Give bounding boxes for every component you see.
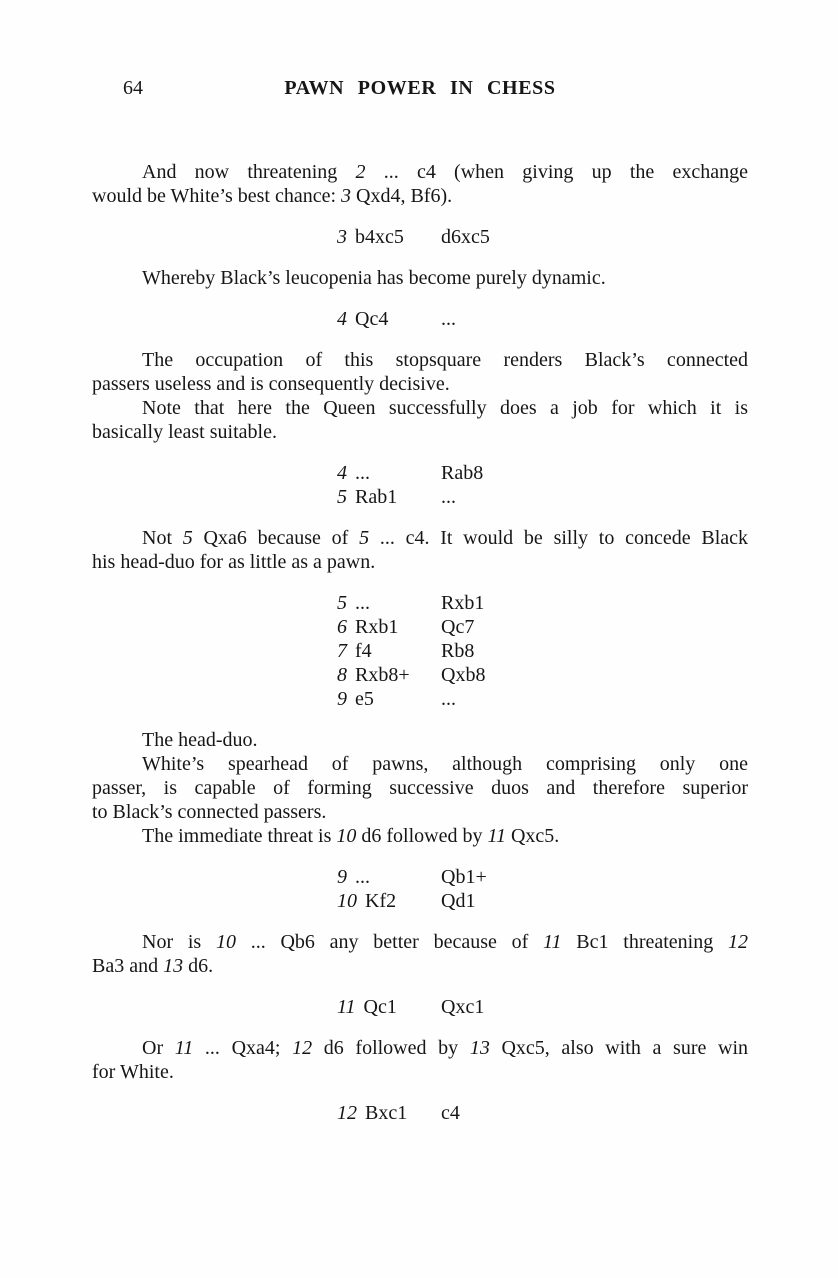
text-run: Qxa6 because of (192, 527, 360, 549)
move-number: 5 (337, 592, 347, 614)
white-move-cell (337, 889, 441, 913)
paragraph-line (92, 1036, 748, 1060)
white-move-cell (337, 225, 441, 249)
move-number: 3 (337, 226, 347, 248)
text-run: The occupation of this stopsquare renders Black’s connected (142, 349, 748, 371)
white-move-cell (337, 485, 441, 509)
move-row (337, 687, 748, 711)
paragraph-line (92, 526, 748, 550)
paragraph-line (92, 420, 748, 444)
white-move: ... (355, 866, 370, 888)
text-run: Or (142, 1037, 175, 1059)
move-number: 5 (337, 486, 347, 508)
text-run: ... Qxa4; (193, 1037, 293, 1059)
text-run: d6. (183, 955, 214, 977)
white-move-cell (337, 865, 441, 889)
white-move-cell (337, 461, 441, 485)
inline-move-number: 10 (215, 931, 236, 953)
move-number: 8 (337, 664, 347, 686)
black-move: Qxc1 (441, 996, 485, 1018)
move-number: 10 (337, 890, 357, 912)
text-run: Not (142, 527, 183, 549)
text-run: Note that here the Queen successfully does a job for which it is (142, 397, 748, 419)
black-move: ... (441, 486, 456, 508)
move-number: 7 (337, 640, 347, 662)
paragraph-line (92, 728, 748, 752)
black-move: ... (441, 688, 456, 710)
move-row (337, 615, 748, 639)
page-content (92, 160, 748, 1125)
white-move: ... (355, 462, 370, 484)
text-run: ... c4 (when giving up the exchange (365, 161, 748, 183)
move-table (92, 865, 748, 913)
move-number: 9 (337, 866, 347, 888)
move-row (337, 225, 748, 249)
move-number: 12 (337, 1102, 357, 1124)
paragraph-line (92, 776, 748, 800)
page-number: 64 (123, 77, 143, 99)
text-run: Qxc5, also with a sure win (489, 1037, 749, 1059)
move-table (92, 1101, 748, 1125)
inline-move-number: 13 (163, 955, 184, 977)
white-move: Rab1 (355, 486, 398, 508)
paragraph-line (92, 396, 748, 420)
move-row (337, 461, 748, 485)
move-row (337, 485, 748, 509)
white-move-cell (337, 995, 441, 1019)
paragraph-line (92, 372, 748, 396)
paragraph-line (92, 550, 748, 574)
inline-move-number: 13 (469, 1037, 490, 1059)
white-move-cell (337, 307, 441, 331)
move-table (92, 225, 748, 249)
text-run: ... c4. It would be silly to concede Black (369, 527, 749, 549)
paragraph-line (92, 160, 748, 184)
text-run: passers useless and is consequently decisive. (92, 373, 450, 395)
text-run: d6 followed by (356, 825, 488, 847)
paragraph (92, 728, 748, 848)
white-move: ... (355, 592, 370, 614)
inline-move-number: 5 (182, 527, 193, 549)
text-run: Whereby Black’s leucopenia has become purely dynamic. (142, 267, 606, 289)
inline-move-number: 3 (341, 185, 352, 207)
move-table (92, 461, 748, 509)
paragraph-line (92, 824, 748, 848)
move-number: 4 (337, 462, 347, 484)
move-table (92, 995, 748, 1019)
white-move-cell (337, 615, 441, 639)
paragraph-line (92, 930, 748, 954)
inline-move-number: 11 (543, 931, 562, 953)
move-row (337, 307, 748, 331)
move-table (92, 591, 748, 711)
black-move: Rb8 (441, 640, 475, 662)
move-number: 11 (337, 996, 356, 1018)
move-table (92, 307, 748, 331)
paragraph (92, 930, 748, 978)
text-run: to Black’s connected passers. (92, 801, 327, 823)
inline-move-number: 11 (487, 825, 506, 847)
text-run: basically least suitable. (92, 421, 277, 443)
text-run: The immediate threat is (142, 825, 337, 847)
paragraph (92, 266, 748, 290)
text-run: his head-duo for as little as a pawn. (92, 551, 376, 573)
paragraph (92, 160, 748, 208)
white-move: e5 (355, 688, 374, 710)
black-move: ... (441, 308, 456, 330)
paragraph-line (92, 266, 748, 290)
paragraph (92, 1036, 748, 1084)
white-move-cell (337, 639, 441, 663)
paragraph-line (92, 800, 748, 824)
text-run: Nor is (142, 931, 216, 953)
text-run: Qxd4, Bf6). (351, 185, 453, 207)
move-number: 4 (337, 308, 347, 330)
white-move: b4xc5 (355, 226, 404, 248)
white-move: Qc1 (363, 996, 397, 1018)
black-move: Qd1 (441, 890, 476, 912)
paragraph-line (92, 752, 748, 776)
move-row (337, 889, 748, 913)
paragraph-line (92, 348, 748, 372)
black-move: Rxb1 (441, 592, 485, 614)
inline-move-number: 12 (292, 1037, 313, 1059)
move-row (337, 639, 748, 663)
text-run: Bc1 threatening (561, 931, 728, 953)
move-number: 6 (337, 616, 347, 638)
inline-move-number: 2 (355, 161, 366, 183)
move-number: 9 (337, 688, 347, 710)
white-move: Kf2 (365, 890, 397, 912)
move-row (337, 995, 748, 1019)
white-move: f4 (355, 640, 372, 662)
paragraph-line (92, 954, 748, 978)
text-run: d6 followed by (312, 1037, 470, 1059)
inline-move-number: 11 (174, 1037, 194, 1059)
white-move-cell (337, 687, 441, 711)
white-move: Qc4 (355, 308, 389, 330)
move-row (337, 663, 748, 687)
white-move-cell (337, 663, 441, 687)
white-move: Bxc1 (365, 1102, 408, 1124)
paragraph (92, 348, 748, 444)
white-move-cell (337, 1101, 441, 1125)
black-move: d6xc5 (441, 226, 490, 248)
move-row (337, 591, 748, 615)
move-row (337, 1101, 748, 1125)
move-row (337, 865, 748, 889)
paragraph (92, 526, 748, 574)
text-run: Qxc5. (505, 825, 560, 847)
white-move: Rxb8+ (355, 664, 410, 686)
black-move: c4 (441, 1102, 460, 1124)
text-run: And now threatening (142, 161, 356, 183)
text-run: would be White’s best chance: (92, 185, 342, 207)
paragraph-line (92, 184, 748, 208)
black-move: Rab8 (441, 462, 484, 484)
text-run: The head-duo. (142, 729, 258, 751)
inline-move-number: 12 (727, 931, 748, 953)
inline-move-number: 10 (336, 825, 357, 847)
text-run: for White. (92, 1061, 174, 1083)
white-move: Rxb1 (355, 616, 399, 638)
running-title: PAWN POWER IN CHESS (284, 77, 556, 99)
white-move-cell (337, 591, 441, 615)
black-move: Qc7 (441, 616, 475, 638)
page-header (92, 76, 748, 100)
text-run: Ba3 and (92, 955, 164, 977)
inline-move-number: 5 (359, 527, 370, 549)
black-move: Qxb8 (441, 664, 486, 686)
black-move: Qb1+ (441, 866, 487, 888)
text-run: White’s spearhead of pawns, although comprising only one (142, 753, 748, 775)
text-run: passer, is capable of forming successive duos and therefore superior (92, 777, 748, 799)
paragraph-line (92, 1060, 748, 1084)
text-run: ... Qb6 any better because of (235, 931, 544, 953)
